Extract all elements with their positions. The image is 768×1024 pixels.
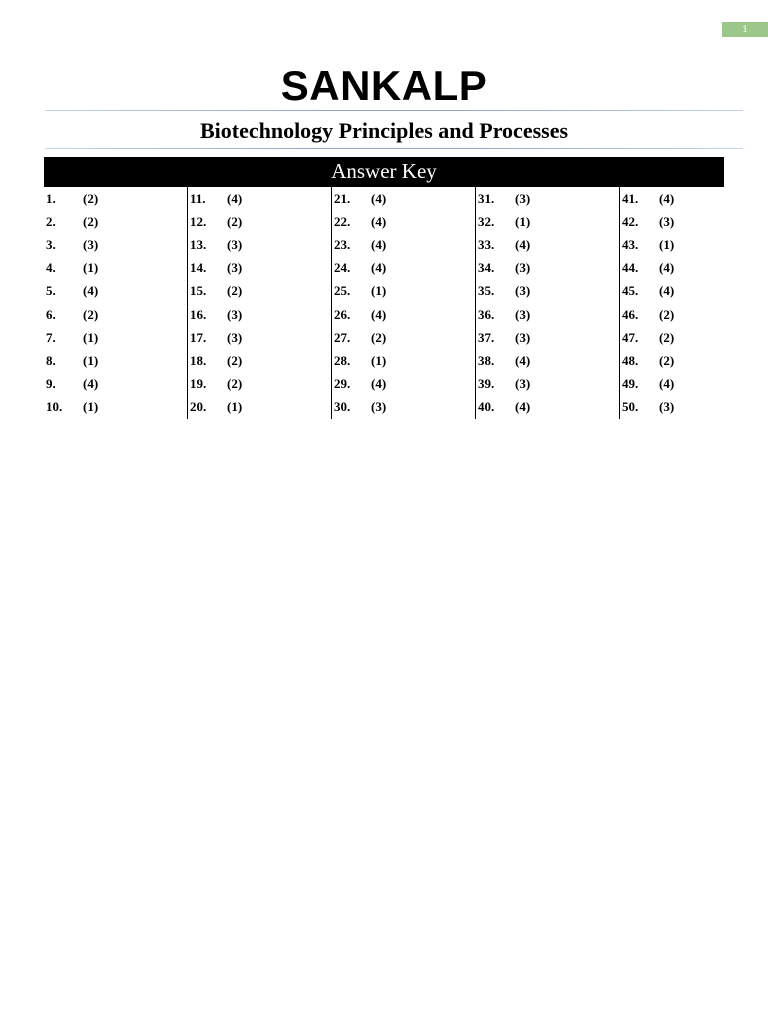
answer-option: (3) — [515, 376, 531, 392]
question-number: 32. — [478, 213, 495, 229]
question-number: 46. — [622, 306, 639, 322]
answer-row — [44, 373, 187, 396]
chapter-title: Biotechnology Principles and Processes — [199, 118, 569, 143]
answer-option: (4) — [659, 283, 675, 299]
answer-row — [620, 349, 724, 372]
answer-option: (3) — [83, 236, 99, 252]
question-number: 48. — [622, 352, 639, 368]
answer-option: (4) — [371, 190, 387, 206]
answer-option: (1) — [371, 352, 387, 368]
answer-row — [476, 373, 619, 396]
answer-row — [620, 233, 724, 256]
question-number: 31. — [478, 190, 495, 206]
answer-option: (2) — [371, 329, 387, 345]
answer-option: (3) — [515, 283, 531, 299]
question-number: 15. — [190, 283, 207, 299]
answer-row — [44, 187, 187, 210]
page-number-badge: 1 — [722, 22, 768, 37]
answer-row — [476, 303, 619, 326]
answer-option: (3) — [515, 306, 531, 322]
question-number: 23. — [334, 236, 351, 252]
answer-option: (2) — [227, 376, 243, 392]
answer-row — [332, 233, 475, 256]
question-number: 2. — [46, 213, 56, 229]
question-number: 43. — [622, 236, 639, 252]
question-number: 41. — [622, 190, 639, 206]
question-number: 17. — [190, 329, 207, 345]
answer-option: (3) — [515, 190, 531, 206]
answer-option: (1) — [659, 236, 675, 252]
answer-row — [332, 303, 475, 326]
answer-option: (3) — [227, 329, 243, 345]
answer-row — [44, 303, 187, 326]
answer-row — [44, 396, 187, 419]
question-number: 12. — [190, 213, 207, 229]
question-number: 38. — [478, 352, 495, 368]
answer-row — [620, 396, 724, 419]
answer-row — [44, 257, 187, 280]
answer-row — [188, 326, 331, 349]
question-number: 30. — [334, 399, 351, 415]
answer-option: (2) — [227, 283, 243, 299]
question-number: 39. — [478, 376, 495, 392]
answer-column — [188, 187, 332, 419]
answer-row — [188, 233, 331, 256]
answer-option: (1) — [83, 329, 99, 345]
answer-row — [44, 233, 187, 256]
question-number: 28. — [334, 352, 351, 368]
question-number: 24. — [334, 260, 351, 276]
question-number: 40. — [478, 399, 495, 415]
answer-option: (3) — [227, 236, 243, 252]
answer-option: (3) — [227, 306, 243, 322]
question-number: 1. — [46, 190, 56, 206]
answer-option: (4) — [515, 399, 531, 415]
answer-option: (3) — [659, 213, 675, 229]
answer-option: (3) — [371, 399, 387, 415]
answer-option: (2) — [227, 352, 243, 368]
answer-row — [332, 187, 475, 210]
answer-option: (4) — [515, 236, 531, 252]
question-number: 37. — [478, 329, 495, 345]
answer-option: (4) — [659, 260, 675, 276]
answer-option: (1) — [515, 213, 531, 229]
answer-row — [44, 349, 187, 372]
answer-option: (3) — [515, 329, 531, 345]
answer-option: (4) — [371, 306, 387, 322]
answer-row — [620, 303, 724, 326]
answer-option: (4) — [371, 260, 387, 276]
question-number: 5. — [46, 283, 56, 299]
answer-option: (3) — [227, 260, 243, 276]
answer-option: (4) — [83, 376, 99, 392]
question-number: 16. — [190, 306, 207, 322]
question-number: 25. — [334, 283, 351, 299]
question-number: 44. — [622, 260, 639, 276]
answer-row — [332, 210, 475, 233]
answer-row — [44, 326, 187, 349]
answer-row — [332, 396, 475, 419]
answer-row — [332, 349, 475, 372]
answer-row — [476, 233, 619, 256]
question-number: 13. — [190, 236, 207, 252]
question-number: 14. — [190, 260, 207, 276]
question-number: 45. — [622, 283, 639, 299]
question-number: 4. — [46, 260, 56, 276]
question-number: 18. — [190, 352, 207, 368]
answer-row — [476, 396, 619, 419]
answer-option: (4) — [659, 190, 675, 206]
question-number: 49. — [622, 376, 639, 392]
question-number: 20. — [190, 399, 207, 415]
answer-row — [332, 257, 475, 280]
answer-row — [476, 280, 619, 303]
question-number: 22. — [334, 213, 351, 229]
answer-option: (2) — [659, 352, 675, 368]
answer-option: (4) — [83, 283, 99, 299]
answer-column — [476, 187, 620, 419]
answer-option: (2) — [659, 306, 675, 322]
answer-row — [188, 396, 331, 419]
question-number: 7. — [46, 329, 56, 345]
question-number: 6. — [46, 306, 56, 322]
question-number: 33. — [478, 236, 495, 252]
brand-title: SANKALP — [280, 62, 488, 109]
question-number: 11. — [190, 190, 206, 206]
answer-option: (1) — [83, 399, 99, 415]
answer-row — [332, 373, 475, 396]
answer-row — [620, 326, 724, 349]
answer-key-grid — [44, 187, 724, 419]
answer-option: (3) — [659, 399, 675, 415]
answer-row — [188, 210, 331, 233]
bottom-divider — [45, 148, 743, 149]
top-divider — [45, 110, 743, 111]
question-number: 42. — [622, 213, 639, 229]
answer-row — [188, 373, 331, 396]
answer-row — [188, 280, 331, 303]
answer-option: (1) — [83, 352, 99, 368]
answer-row — [620, 210, 724, 233]
answer-row — [620, 280, 724, 303]
answer-option: (4) — [371, 376, 387, 392]
answer-key-header: Answer Key — [44, 157, 724, 187]
answer-option: (4) — [659, 376, 675, 392]
answer-row — [44, 280, 187, 303]
answer-option: (1) — [227, 399, 243, 415]
answer-row — [476, 257, 619, 280]
answer-row — [188, 187, 331, 210]
answer-row — [476, 349, 619, 372]
question-number: 27. — [334, 329, 351, 345]
answer-row — [332, 280, 475, 303]
question-number: 36. — [478, 306, 495, 322]
answer-row — [332, 326, 475, 349]
answer-option: (4) — [371, 213, 387, 229]
question-number: 29. — [334, 376, 351, 392]
answer-row — [44, 210, 187, 233]
answer-option: (2) — [83, 213, 99, 229]
answer-option: (1) — [371, 283, 387, 299]
question-number: 21. — [334, 190, 351, 206]
answer-option: (4) — [515, 352, 531, 368]
answer-row — [188, 349, 331, 372]
question-number: 10. — [46, 399, 63, 415]
question-number: 8. — [46, 352, 56, 368]
answer-option: (2) — [659, 329, 675, 345]
answer-column — [44, 187, 188, 419]
answer-option: (1) — [83, 260, 99, 276]
answer-option: (2) — [83, 306, 99, 322]
answer-row — [188, 257, 331, 280]
answer-option: (2) — [83, 190, 99, 206]
answer-row — [620, 373, 724, 396]
answer-option: (4) — [227, 190, 243, 206]
answer-column — [620, 187, 724, 419]
answer-row — [476, 187, 619, 210]
answer-column — [332, 187, 476, 419]
answer-option: (3) — [515, 260, 531, 276]
question-number: 3. — [46, 236, 56, 252]
answer-row — [476, 326, 619, 349]
question-number: 26. — [334, 306, 351, 322]
answer-option: (4) — [371, 236, 387, 252]
question-number: 9. — [46, 376, 56, 392]
question-number: 50. — [622, 399, 639, 415]
question-number: 47. — [622, 329, 639, 345]
answer-row — [476, 210, 619, 233]
question-number: 19. — [190, 376, 207, 392]
answer-row — [620, 257, 724, 280]
question-number: 35. — [478, 283, 495, 299]
question-number: 34. — [478, 260, 495, 276]
answer-option: (2) — [227, 213, 243, 229]
answer-row — [620, 187, 724, 210]
answer-row — [188, 303, 331, 326]
